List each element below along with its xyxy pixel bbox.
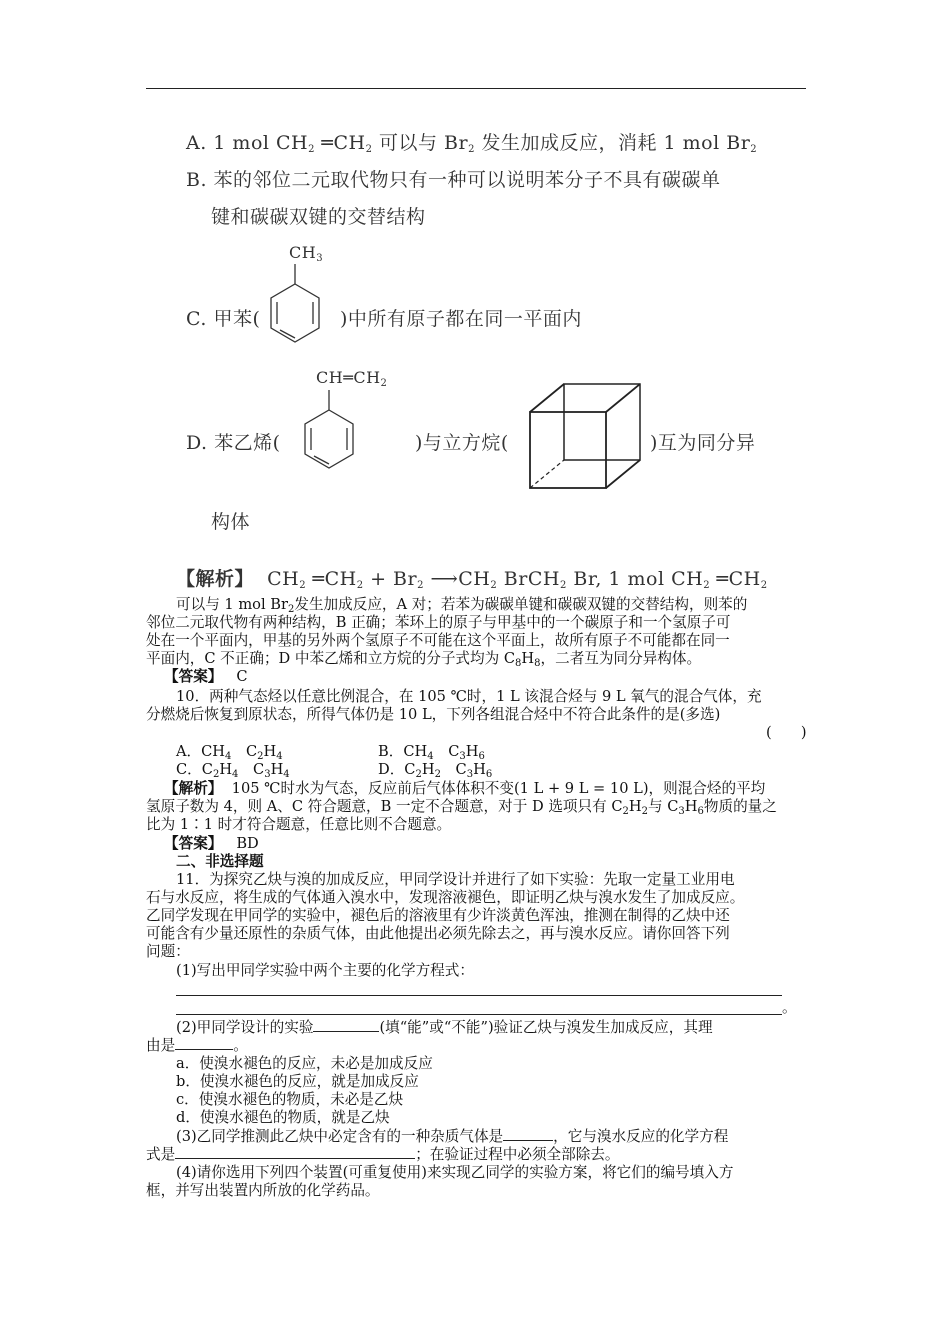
answer-9: 【答案】 C <box>164 668 248 685</box>
question-11-line-1: 11．为探究乙炔与溴的加成反应，甲同学设计并进行了如下实验：先取一定量工业用电 <box>176 871 735 888</box>
toluene-structure <box>258 262 338 354</box>
q10-option-b: B．$CH_4$ $C_3H_6$ <box>378 743 485 762</box>
blank-can-cannot[interactable] <box>313 1018 379 1032</box>
question-10-line-2: 分燃烧后恢复到原状态，所得气体仍是 10 L，下列各组混合烃中不符合此条件的是(多选) <box>146 706 721 723</box>
analysis-line-4: 平面内，C 不正确；D 中苯乙烯和立方烷的分子式均为 $C_8H_8$，二者互为同分异构体。 <box>146 650 702 669</box>
answer-10: 【答案】 BD <box>164 835 259 852</box>
answer-blank-line-2[interactable] <box>176 1014 782 1015</box>
vinyl-label: $CH═CH_2$ <box>316 368 388 389</box>
choice-b: b．使溴水褪色的反应，就是加成反应 <box>176 1073 419 1090</box>
answer-paren: ( ) <box>766 724 807 741</box>
q10-option-a: A．$CH_4$ $C_2H_4$ <box>176 743 283 762</box>
blank-impurity-gas[interactable] <box>503 1127 553 1141</box>
analysis-10-line-2: 氢原子数为 4，则 A、C 符合题意，B 一定不合题意，对于 D 选项只有 $C_2H_2$与 $C_3H_6$物质的量之 <box>146 798 777 817</box>
part-4-line-2: 框，并写出装置内所放的化学药品。 <box>146 1182 380 1199</box>
header-rule <box>146 88 806 89</box>
answer-blank-line-1[interactable] <box>176 995 782 996</box>
question-10-line-1: 10．两种气态烃以任意比例混合，在 105 ℃时，1 L 该混合烃与 9 L 氧气的混合气体，充 <box>176 688 762 705</box>
option-b-line2: 键和碳碳双键的交替结构 <box>211 206 426 228</box>
option-b-line1: B. 苯的邻位二元取代物只有一种可以说明苯分子不具有碳碳单 <box>186 169 721 191</box>
question-11-line-5: 问题： <box>146 943 190 960</box>
part-2-line-1: (2)甲同学设计的实验 (填“能”或“不能”)验证乙炔与溴发生加成反应，其理 <box>176 1019 713 1036</box>
cubane-structure <box>526 380 646 492</box>
section-2-heading: 二、非选择题 <box>176 853 264 870</box>
analysis-line-1: 可以与 1 mol $Br_2$发生加成反应，A 对；若苯为碳碳单键和碳碳双键的交替结构，则苯的 <box>176 596 748 615</box>
analysis-10-line-1: 【解析】 105 ℃时水为气态，反应前后气体体积不变(1 L + 9 L = 10 L)，则混合烃的平均 <box>164 780 766 797</box>
q10-option-c: C．$C_2H_4$ $C_3H_4$ <box>176 761 290 780</box>
option-c-prefix: C. 甲苯( <box>186 308 261 330</box>
q10-option-d: D．$C_2H_2$ $C_3H_6$ <box>378 761 493 780</box>
methyl-label: $CH_3$ <box>289 243 324 264</box>
part-3-line-2: 式是 ；在验证过程中必须全部除去。 <box>146 1146 620 1163</box>
part-3-line-1: (3)乙同学推测此乙炔中必定含有的一种杂质气体是 ，它与溴水反应的化学方程 <box>176 1128 729 1145</box>
blank-reason[interactable] <box>175 1036 233 1050</box>
choice-a: a．使溴水褪色的反应，未必是加成反应 <box>176 1055 433 1072</box>
option-a: A. 1 mol $CH_2$ $═CH_2$ 可以与 $Br_2$ 发生加成反应，消耗 1 mol $Br_2$ <box>186 132 758 155</box>
choice-d: d．使溴水褪色的物质，就是乙炔 <box>176 1109 390 1126</box>
blank-equation[interactable] <box>175 1145 415 1159</box>
styrene-structure <box>292 388 372 480</box>
part-2-line-2: 由是 。 <box>146 1037 248 1054</box>
option-d-prefix: D. 苯乙烯( <box>186 432 281 454</box>
question-11-line-2: 石与水反应，将生成的气体通入溴水中，发现溶液褪色，即证明乙炔与溴水发生了加成反应。 <box>146 889 745 906</box>
analysis-10-line-3: 比为 1∶1 时才符合题意，任意比则不合题意。 <box>146 816 452 833</box>
part-1-prompt: (1)写出甲同学实验中两个主要的化学方程式： <box>176 962 474 979</box>
part-4-line-1: (4)请你选用下列四个装置(可重复使用)来实现乙同学的实验方案，将它们的编号填入方 <box>176 1164 734 1181</box>
choice-c: c．使溴水褪色的物质，未必是乙炔 <box>176 1091 404 1108</box>
option-d-mid: )与立方烷( <box>415 432 509 454</box>
option-d-line2: 构体 <box>211 511 251 533</box>
analysis-line-3: 处在一个平面内，甲基的另外两个氢原子不可能在这个平面上，故所有原子不可能都在同一 <box>146 632 730 649</box>
option-d-suffix: )互为同分异 <box>650 432 756 454</box>
question-11-line-4: 可能含有少量还原性的杂质气体，由此他提出必须先除去之，再与溴水反应。请你回答下列 <box>146 925 730 942</box>
part-1-period: 。 <box>782 999 797 1016</box>
analysis-equation: 【解析】 $CH_2$ $═CH_2 + Br_2$ $⟶CH_2$ BrCH$_2$ Br, 1 mol $CH_2$ $═CH_2$ <box>176 568 768 591</box>
analysis-line-2: 邻位二元取代物有两种结构，B 正确；苯环上的原子与甲基中的一个碳原子和一个氢原子可 <box>146 614 731 631</box>
option-c-suffix: )中所有原子都在同一平面内 <box>340 308 582 330</box>
question-11-line-3: 乙同学发现在甲同学的实验中，褪色后的溶液里有少许淡黄色浑浊，推测在制得的乙炔中还 <box>146 907 730 924</box>
